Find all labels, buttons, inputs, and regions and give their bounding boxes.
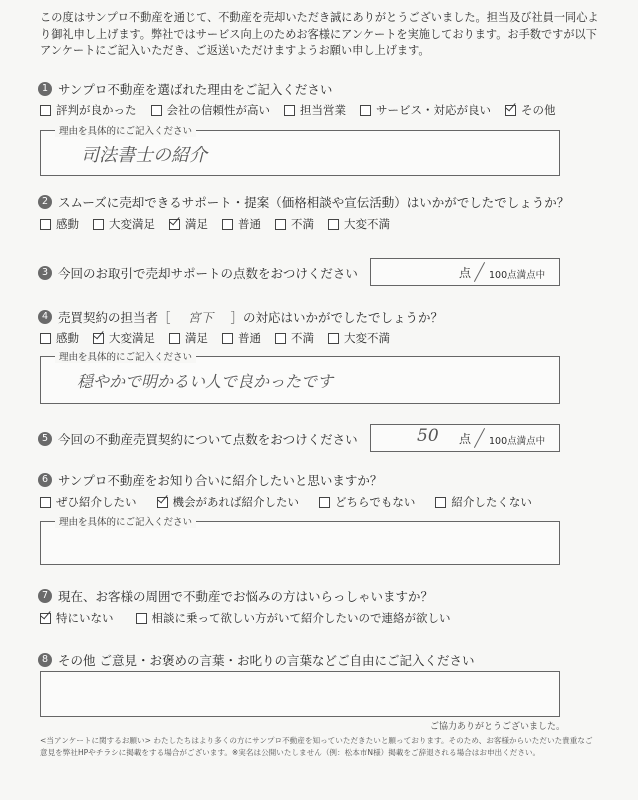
q2-option[interactable]: [40, 216, 79, 232]
checkbox[interactable]: [169, 333, 180, 344]
checkbox[interactable]: [40, 219, 51, 230]
option-label: 大変不満: [344, 331, 390, 345]
q4-option[interactable]: [275, 330, 314, 346]
box-label: 理由を具体的にご記入ください: [55, 123, 196, 137]
option-label: 感動: [56, 217, 79, 231]
q4-reason-box[interactable]: [40, 352, 560, 404]
checkbox[interactable]: [222, 219, 233, 230]
question-number: 7: [38, 589, 52, 603]
slash-divider: [474, 428, 485, 448]
option-label: 担当営業: [300, 103, 346, 117]
q1-option[interactable]: [40, 102, 137, 118]
q6-option[interactable]: [435, 494, 532, 510]
q2-option[interactable]: [275, 216, 314, 232]
checkbox[interactable]: [40, 333, 51, 344]
handwritten-answer: 司法書士の紹介: [81, 145, 207, 166]
option-label: 普通: [238, 217, 261, 231]
slash-divider: [474, 262, 485, 282]
q4-option[interactable]: [40, 330, 79, 346]
staff-name[interactable]: 宮下: [188, 310, 214, 325]
question-number: 5: [38, 432, 52, 446]
question-text: 今回のお取引で売却サポートの点数をおつけください: [58, 266, 358, 281]
q2-option[interactable]: [328, 216, 390, 232]
score-unit: 点: [459, 432, 472, 446]
score-unit: 点: [459, 266, 472, 280]
question-3: [38, 264, 358, 282]
checkbox[interactable]: [435, 497, 446, 508]
checkbox-checked[interactable]: [169, 219, 180, 230]
footer-note: <当アンケートに関するお願い> わたしたちはより多くの方にサンプロ不動産を知っていただきたいと願っております。そのため、お客様からいただいた貴重なご意見を弊社HPやチラシに掲載をする場合がございます。※実名は公開いたしません（例：松本市N様）掲載をご辞退される場合はお申出ください。: [40, 736, 593, 757]
checkbox[interactable]: [275, 333, 286, 344]
question-1: [38, 80, 332, 98]
question-number: 8: [38, 653, 52, 667]
question-8: [38, 651, 474, 669]
q1-option[interactable]: [151, 102, 271, 118]
box-label: 理由を具体的にご記入ください: [55, 349, 196, 363]
checkbox[interactable]: [136, 613, 147, 624]
checkbox[interactable]: [151, 105, 162, 116]
question-6: [38, 471, 382, 489]
q1-option[interactable]: [505, 102, 556, 118]
q1-options: [40, 102, 570, 118]
q4-option[interactable]: [328, 330, 390, 346]
q2-option[interactable]: [222, 216, 261, 232]
q7-option[interactable]: [40, 610, 114, 626]
option-label: 不満: [291, 217, 314, 231]
option-label: 特にいない: [56, 611, 114, 625]
checkbox[interactable]: [284, 105, 295, 116]
checkbox[interactable]: [40, 105, 51, 116]
option-label: 相談に乗って欲しい方がいて紹介したいので連絡が欲しい: [151, 611, 451, 625]
option-label: 感動: [56, 331, 79, 345]
checkbox[interactable]: [328, 219, 339, 230]
q2-options: [40, 216, 404, 232]
checkbox[interactable]: [328, 333, 339, 344]
score-value: 50: [417, 426, 439, 446]
checkbox-checked[interactable]: [505, 105, 516, 116]
question-text: 今回の不動産売買契約について点数をおつけください: [58, 432, 358, 447]
question-number: 1: [38, 82, 52, 96]
q1-option[interactable]: [360, 102, 491, 118]
checkbox[interactable]: [319, 497, 330, 508]
question-text: その他 ご意見・お褒めの言葉・お叱りの言葉などご自由にご記入ください: [58, 653, 475, 668]
checkbox[interactable]: [222, 333, 233, 344]
option-label: 大変満足: [109, 217, 155, 231]
question-text: スムーズに売却できるサポート・提案（価格相談や宣伝活動）はいかがでしたでしょうか？: [58, 195, 570, 210]
q4-options: [40, 330, 404, 346]
option-label: 紹介したくない: [451, 495, 532, 509]
question-text: サンプロ不動産をお知り合いに紹介したいと思いますか？: [58, 473, 383, 488]
option-label: 大変満足: [109, 331, 155, 345]
handwritten-answer: 穏やかで明かるい人で良かったです: [77, 372, 334, 391]
option-label: ぜひ紹介したい: [56, 495, 137, 509]
question-text: サンプロ不動産を選ばれた理由をご記入ください: [58, 82, 333, 97]
checkbox[interactable]: [360, 105, 371, 116]
box-label: 理由を具体的にご記入ください: [55, 514, 196, 528]
checkbox[interactable]: [93, 219, 104, 230]
question-4: [38, 308, 443, 326]
option-label: 普通: [238, 331, 261, 345]
checkbox[interactable]: [275, 219, 286, 230]
q1-reason-box[interactable]: [40, 126, 560, 176]
question-5: [38, 430, 358, 448]
checkbox[interactable]: [40, 497, 51, 508]
intro-text: この度はサンプロ不動産を通じて、不動産を売却いただき誠にありがとうございました。担当及び社員一同心より御礼申し上げます。弊社ではサービス向上のためお客様にアンケートを実施しております。お手数ですが以下アンケートにご記入いただき、ご返送いただけますようお願い申し上げます。: [40, 11, 599, 57]
option-label: 評判が良かった: [56, 103, 137, 117]
question-text-pre: 売買契約の担当者［: [58, 310, 171, 325]
q7-options: [40, 610, 465, 626]
score-max: 100点満点中: [489, 270, 546, 281]
option-label: サービス・対応が良い: [376, 103, 491, 117]
question-7: [38, 587, 433, 605]
q6-option[interactable]: [40, 494, 137, 510]
q2-option[interactable]: [169, 216, 208, 232]
q4-option[interactable]: [93, 330, 155, 346]
question-2: [38, 193, 569, 211]
score-max: 100点満点中: [489, 436, 546, 447]
question-number: 3: [38, 266, 52, 280]
option-label: その他: [521, 103, 556, 117]
option-label: 満足: [185, 217, 208, 231]
q7-option[interactable]: [136, 610, 451, 626]
option-label: 大変不満: [344, 217, 390, 231]
q6-options: [40, 494, 546, 510]
q6-option[interactable]: [157, 494, 300, 510]
q2-option[interactable]: [93, 216, 155, 232]
question-number: 4: [38, 310, 52, 324]
q4-option[interactable]: [169, 330, 208, 346]
question-text: 現在、お客様の周囲で不動産でお悩みの方はいらっしゃいますか？: [58, 589, 434, 604]
question-text-post: ］の対応はいかがでしたでしょうか？: [230, 310, 444, 325]
q1-option[interactable]: [284, 102, 346, 118]
checkbox-checked[interactable]: [157, 497, 168, 508]
question-number: 6: [38, 473, 52, 487]
option-label: 不満: [291, 331, 314, 345]
thanks-text: ご協力ありがとうございました。: [430, 722, 566, 732]
option-label: 会社の信頼性が高い: [166, 103, 270, 117]
q6-option[interactable]: [319, 494, 415, 510]
option-label: 満足: [185, 331, 208, 345]
option-label: どちらでもない: [335, 495, 416, 509]
option-label: 機会があれば紹介したい: [172, 495, 299, 509]
q4-option[interactable]: [222, 330, 261, 346]
q8-comment-box[interactable]: [40, 671, 560, 717]
q3-score-field[interactable]: [370, 258, 560, 286]
question-number: 2: [38, 195, 52, 209]
checkbox-checked[interactable]: [40, 613, 51, 624]
q5-score-field[interactable]: [370, 424, 560, 452]
checkbox-checked[interactable]: [93, 333, 104, 344]
q6-reason-box[interactable]: [40, 517, 560, 565]
